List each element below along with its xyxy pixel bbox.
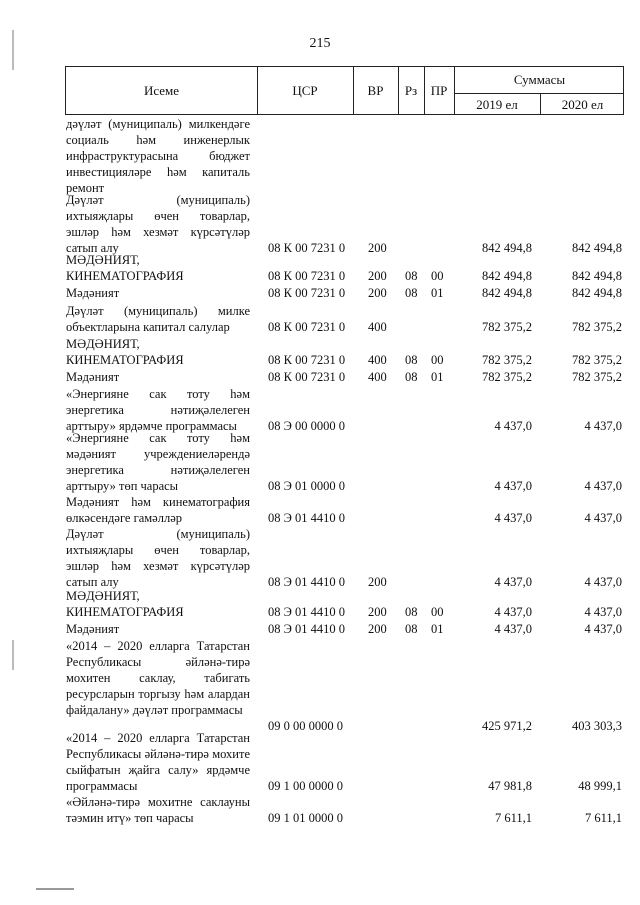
page-number: 215 [309,36,331,51]
row-2020: 4 437,0 [584,575,622,589]
row-csr: 09 0 00 0000 0 [268,719,343,733]
table-row [0,430,640,494]
table-row [0,526,640,590]
header-year-2019: 2019 ел [476,97,518,112]
table-row [0,386,640,434]
row-pr: 00 [431,353,444,367]
row-2019: 4 437,0 [494,511,532,525]
row-name: МӘДӘНИЯТ, КИНЕМАТОГРАФИЯ [66,253,184,283]
row-vr: 400 [368,370,387,384]
row-vr: 200 [368,241,387,255]
row-csr: 08 Э 01 4410 0 [268,605,346,619]
row-2019: 7 611,1 [494,811,532,825]
table-row [0,192,640,256]
row-2020: 4 437,0 [584,479,622,493]
table-row [0,494,640,526]
table-row [0,588,640,620]
row-name: Дәүләт (муниципаль) ихтыяҗлары өчен товарлар, эшләр һәм хезмәт күрсәтүләр сатып алу [66,527,250,589]
row-vr: 200 [368,269,387,283]
row-csr: 08 К 00 7231 0 [268,269,346,283]
row-rz: 08 [405,286,418,300]
table-row [0,285,640,301]
header-name: Исеме [143,83,180,98]
row-csr: 08 К 00 7231 0 [268,320,346,334]
row-2020: 782 375,2 [572,370,622,384]
table-row [0,730,640,794]
header-sums: Суммасы [513,72,566,87]
table-header [65,66,624,115]
row-vr: 400 [368,320,387,334]
row-name: Мәдәният [66,286,120,300]
row-2019: 842 494,8 [482,241,532,255]
row-csr: 08 К 00 7231 0 [268,241,346,255]
row-name: «Әйләнә-тирә мохитне саклауны тәэмин итү» төп чарасы [66,795,250,825]
scan-margin-mark [12,30,14,70]
row-2019: 4 437,0 [494,605,532,619]
header-rz: Рз [404,83,418,98]
row-2020: 4 437,0 [584,605,622,619]
row-name: МӘДӘНИЯТ, КИНЕМАТОГРАФИЯ [66,589,184,619]
row-rz: 08 [405,353,418,367]
row-2020: 842 494,8 [572,241,622,255]
row-2019: 842 494,8 [482,269,532,283]
row-2019: 4 437,0 [494,419,532,433]
row-name: Мәдәният [66,370,120,384]
table-row [0,369,640,385]
row-rz: 08 [405,622,418,636]
row-name: «2014 – 2020 елларга Татарстан Республикасы әйләнә-тирә мохите сыйфатын җайга салу» ярдәмче программасы [66,731,250,793]
row-csr: 08 К 00 7231 0 [268,370,346,384]
row-2020: 782 375,2 [572,320,622,334]
row-name: дәүләт (муниципаль) милкендәге социаль һәм инженерлык инфраструктурасына бюджет инвестицияләре һәм капиталь ремонт [66,117,250,195]
row-csr: 08 Э 01 0000 0 [268,479,346,493]
row-rz: 08 [405,370,418,384]
row-2019: 4 437,0 [494,575,532,589]
header-vr: ВР [367,83,384,98]
row-2019: 47 981,8 [488,779,532,793]
row-name: «2014 – 2020 елларга Татарстан Республикасы әйләнә-тирә мохитен саклау, табигать ресурсларын торгызу һәм алардан файдалану» дәүләт программасы [66,639,250,717]
row-csr: 08 Э 01 4410 0 [268,575,346,589]
table-row [0,638,640,734]
row-2020: 403 303,3 [572,719,622,733]
table-row [0,252,640,284]
row-2019: 782 375,2 [482,320,532,334]
row-pr: 00 [431,269,444,283]
row-2019: 842 494,8 [482,286,532,300]
header-subdivider [454,93,623,94]
row-csr: 08 Э 00 0000 0 [268,419,346,433]
row-csr: 09 1 01 0000 0 [268,811,343,825]
row-vr: 200 [368,622,387,636]
row-2020: 48 999,1 [578,779,622,793]
row-name: МӘДӘНИЯТ, КИНЕМАТОГРАФИЯ [66,337,184,367]
row-2019: 4 437,0 [494,622,532,636]
row-2020: 842 494,8 [572,269,622,283]
row-name: «Энергияне сак тоту һәм мәдәният учреждениеләрендә энергетика нәтиҗәлелеген арттыру» төп чарасы [66,431,250,493]
table-row [0,303,640,335]
row-csr: 08 Э 01 4410 0 [268,622,346,636]
row-csr: 08 Э 01 4410 0 [268,511,346,525]
row-vr: 200 [368,605,387,619]
row-2020: 4 437,0 [584,419,622,433]
row-pr: 01 [431,370,444,384]
row-name: Мәдәният һәм кинематография өлкәсендәге гамәлләр [66,495,250,525]
row-csr: 08 К 00 7231 0 [268,353,346,367]
row-name: Дәүләт (муниципаль) милке объектларына капитал салулар [66,304,250,334]
row-vr: 400 [368,353,387,367]
table-row [0,621,640,637]
row-name: Дәүләт (муниципаль) ихтыяҗлары өчен товарлар, эшләр һәм хезмәт күрсәтүләр сатып алу [66,193,250,255]
row-2020: 842 494,8 [572,286,622,300]
row-csr: 09 1 00 0000 0 [268,779,343,793]
header-csr: ЦСР [292,83,318,98]
row-name: «Энергияне сак тоту һәм энергетика нәтиҗәлелеген арттыру» ярдәмче программасы [66,387,250,433]
table-row [0,336,640,368]
row-2019: 782 375,2 [482,370,532,384]
row-2019: 4 437,0 [494,479,532,493]
row-vr: 200 [368,286,387,300]
header-pr: ПР [430,83,448,98]
row-2020: 4 437,0 [584,511,622,525]
scan-margin-mark [12,640,14,670]
row-rz: 08 [405,269,418,283]
row-rz: 08 [405,605,418,619]
table-row [0,116,640,196]
table-row [0,794,640,826]
row-name: Мәдәният [66,622,120,636]
row-2020: 4 437,0 [584,622,622,636]
row-pr: 00 [431,605,444,619]
header-year-2020: 2020 ел [561,97,604,112]
row-2019: 782 375,2 [482,353,532,367]
scan-footer-mark [36,888,74,890]
row-csr: 08 К 00 7231 0 [268,286,346,300]
row-pr: 01 [431,286,444,300]
row-2020: 782 375,2 [572,353,622,367]
row-2019: 425 971,2 [482,719,532,733]
row-2020: 7 611,1 [584,811,622,825]
row-vr: 200 [368,575,387,589]
row-pr: 01 [431,622,444,636]
